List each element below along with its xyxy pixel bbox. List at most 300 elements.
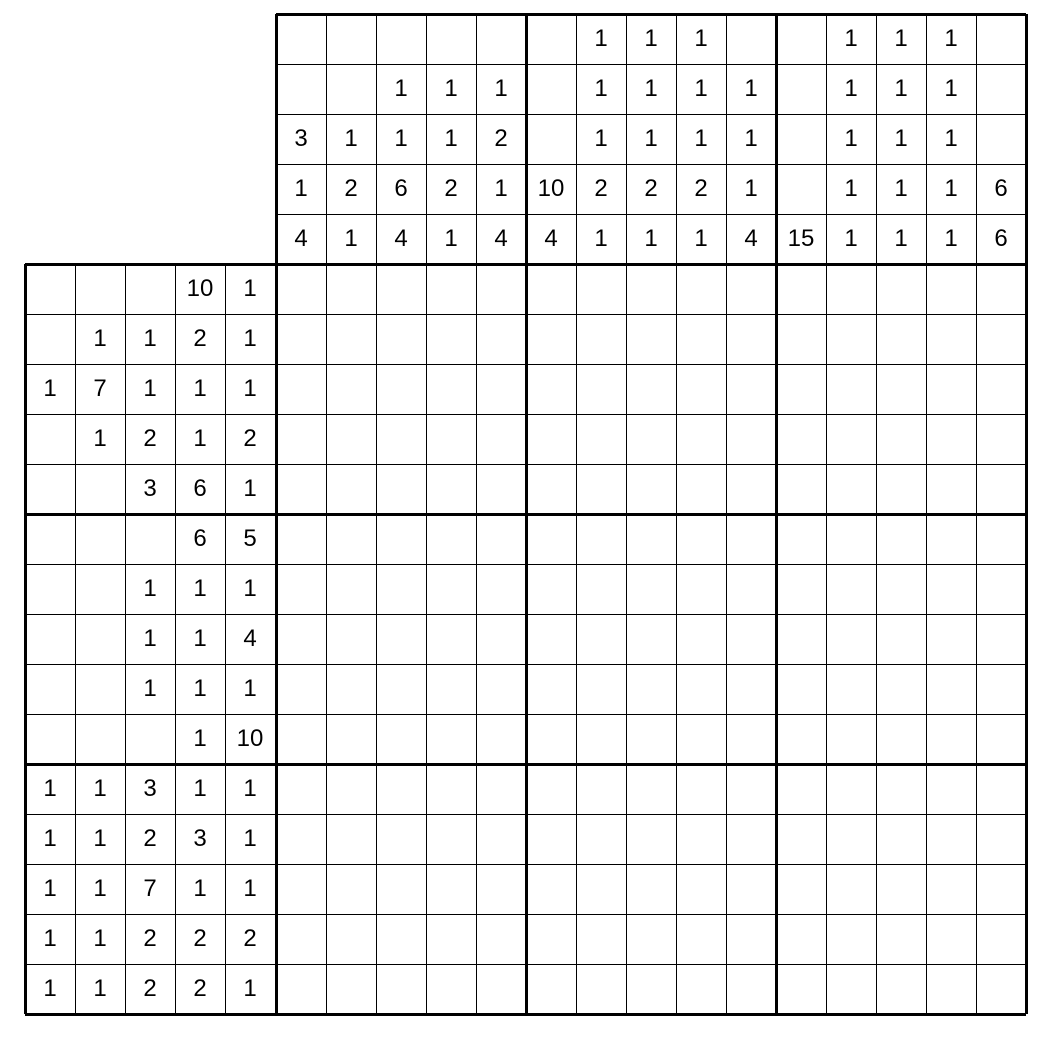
column-clue: 4 <box>376 214 426 264</box>
grid-cell[interactable] <box>576 964 626 1014</box>
column-clue-empty <box>526 64 576 114</box>
grid-cell[interactable] <box>576 614 626 664</box>
column-clue: 1 <box>626 64 676 114</box>
grid-cell[interactable] <box>876 764 926 814</box>
grid-cell[interactable] <box>476 614 526 664</box>
grid-cell[interactable] <box>826 564 876 614</box>
grid-cell[interactable] <box>276 964 326 1014</box>
grid-cell[interactable] <box>926 264 976 314</box>
grid-cell[interactable] <box>676 864 726 914</box>
grid-cell[interactable] <box>326 364 376 414</box>
grid-cell[interactable] <box>676 664 726 714</box>
grid-cell[interactable] <box>876 814 926 864</box>
grid-cell[interactable] <box>626 464 676 514</box>
grid-cell[interactable] <box>276 464 326 514</box>
grid-cell[interactable] <box>426 714 476 764</box>
grid-cell[interactable] <box>876 664 926 714</box>
row-clue: 1 <box>75 764 125 814</box>
grid-cell[interactable] <box>426 264 476 314</box>
grid-cell[interactable] <box>876 414 926 464</box>
grid-cell[interactable] <box>926 714 976 764</box>
grid-cell[interactable] <box>926 414 976 464</box>
grid-line <box>376 264 377 1014</box>
grid-cell[interactable] <box>576 514 626 564</box>
column-clue-divider <box>676 14 677 264</box>
grid-cell[interactable] <box>876 914 926 964</box>
column-clue-empty <box>376 14 426 64</box>
row-clue: 2 <box>225 414 275 464</box>
grid-cell[interactable] <box>776 364 826 414</box>
row-clue-empty <box>75 564 125 614</box>
grid-cell[interactable] <box>876 864 926 914</box>
grid-cell[interactable] <box>826 864 876 914</box>
column-clue-divider <box>1025 14 1028 264</box>
column-clue-empty <box>426 14 476 64</box>
grid-cell[interactable] <box>426 514 476 564</box>
grid-cell[interactable] <box>926 314 976 364</box>
grid-cell[interactable] <box>426 314 476 364</box>
grid-cell[interactable] <box>976 414 1026 464</box>
row-clue: 1 <box>175 414 225 464</box>
grid-cell[interactable] <box>776 964 826 1014</box>
grid-cell[interactable] <box>926 914 976 964</box>
row-clue-empty <box>25 564 75 614</box>
grid-cell[interactable] <box>376 964 426 1014</box>
grid-cell[interactable] <box>376 864 426 914</box>
grid-cell[interactable] <box>676 414 726 464</box>
grid-cell[interactable] <box>776 264 826 314</box>
grid-cell[interactable] <box>726 464 776 514</box>
grid-cell[interactable] <box>526 514 576 564</box>
grid-cell[interactable] <box>676 314 726 364</box>
grid-cell[interactable] <box>676 764 726 814</box>
grid-cell[interactable] <box>326 564 376 614</box>
grid-cell[interactable] <box>626 614 676 664</box>
grid-cell[interactable] <box>876 264 926 314</box>
grid-cell[interactable] <box>626 564 676 614</box>
grid-cell[interactable] <box>576 414 626 464</box>
column-clue: 1 <box>826 14 876 64</box>
row-clue: 1 <box>225 564 275 614</box>
grid-cell[interactable] <box>826 914 876 964</box>
grid-cell[interactable] <box>576 264 626 314</box>
grid-cell[interactable] <box>726 714 776 764</box>
grid-cell[interactable] <box>776 764 826 814</box>
grid-cell[interactable] <box>426 914 476 964</box>
grid-cell[interactable] <box>676 514 726 564</box>
grid-cell[interactable] <box>776 314 826 364</box>
row-clue-divider <box>25 464 276 465</box>
grid-cell[interactable] <box>326 664 376 714</box>
grid-cell[interactable] <box>726 614 776 664</box>
grid-cell[interactable] <box>626 714 676 764</box>
grid-cell[interactable] <box>276 414 326 464</box>
row-clue-divider <box>175 264 176 1014</box>
grid-cell[interactable] <box>926 864 976 914</box>
row-clue: 1 <box>225 764 275 814</box>
column-clue: 1 <box>876 114 926 164</box>
column-clue: 1 <box>576 14 626 64</box>
grid-cell[interactable] <box>626 364 676 414</box>
grid-cell[interactable] <box>326 614 376 664</box>
grid-cell[interactable] <box>926 364 976 414</box>
grid-line <box>276 414 1026 415</box>
column-clue: 1 <box>826 64 876 114</box>
grid-cell[interactable] <box>326 864 376 914</box>
grid-cell[interactable] <box>676 914 726 964</box>
grid-cell[interactable] <box>776 514 826 564</box>
grid-cell[interactable] <box>626 664 676 714</box>
grid-cell[interactable] <box>576 764 626 814</box>
column-clue: 1 <box>876 164 926 214</box>
grid-cell[interactable] <box>976 364 1026 414</box>
grid-cell[interactable] <box>826 964 876 1014</box>
grid-cell[interactable] <box>726 264 776 314</box>
grid-cell[interactable] <box>826 514 876 564</box>
column-clue-divider <box>276 164 1026 165</box>
grid-cell[interactable] <box>476 714 526 764</box>
grid-cell[interactable] <box>976 764 1026 814</box>
row-clue: 10 <box>225 714 275 764</box>
grid-cell[interactable] <box>626 814 676 864</box>
grid-cell[interactable] <box>826 264 876 314</box>
grid-cell[interactable] <box>726 564 776 614</box>
grid-cell[interactable] <box>426 464 476 514</box>
grid-cell[interactable] <box>526 714 576 764</box>
grid-cell[interactable] <box>926 514 976 564</box>
grid-cell[interactable] <box>376 814 426 864</box>
row-clue-empty <box>25 514 75 564</box>
grid-cell[interactable] <box>626 914 676 964</box>
grid-cell[interactable] <box>926 764 976 814</box>
row-clue-empty <box>75 264 125 314</box>
grid-cell[interactable] <box>976 864 1026 914</box>
grid-cell[interactable] <box>776 664 826 714</box>
column-clue: 2 <box>676 164 726 214</box>
grid-cell[interactable] <box>526 414 576 464</box>
grid-cell[interactable] <box>776 864 826 914</box>
grid-cell[interactable] <box>526 914 576 964</box>
grid-cell[interactable] <box>876 514 926 564</box>
grid-cell[interactable] <box>976 614 1026 664</box>
grid-cell[interactable] <box>576 364 626 414</box>
grid-cell[interactable] <box>276 614 326 664</box>
grid-cell[interactable] <box>376 764 426 814</box>
grid-cell[interactable] <box>776 614 826 664</box>
grid-cell[interactable] <box>376 914 426 964</box>
grid-cell[interactable] <box>426 814 476 864</box>
grid-cell[interactable] <box>976 264 1026 314</box>
column-clue: 6 <box>376 164 426 214</box>
grid-line <box>276 664 1026 665</box>
grid-cell[interactable] <box>376 564 426 614</box>
row-clue: 2 <box>175 964 225 1014</box>
grid-cell[interactable] <box>826 414 876 464</box>
row-clue-divider <box>25 1013 276 1016</box>
grid-cell[interactable] <box>726 864 776 914</box>
grid-cell[interactable] <box>626 964 676 1014</box>
grid-cell[interactable] <box>476 314 526 364</box>
grid-cell[interactable] <box>676 564 726 614</box>
grid-cell[interactable] <box>326 914 376 964</box>
grid-cell[interactable] <box>476 514 526 564</box>
grid-cell[interactable] <box>826 814 876 864</box>
column-clue-empty <box>276 64 326 114</box>
grid-line <box>276 364 1026 365</box>
grid-cell[interactable] <box>376 714 426 764</box>
grid-cell[interactable] <box>526 864 576 914</box>
grid-cell[interactable] <box>526 364 576 414</box>
grid-cell[interactable] <box>526 564 576 614</box>
grid-cell[interactable] <box>526 764 576 814</box>
grid-cell[interactable] <box>326 964 376 1014</box>
grid-cell[interactable] <box>976 914 1026 964</box>
grid-cell[interactable] <box>726 664 776 714</box>
grid-cell[interactable] <box>476 764 526 814</box>
row-clue: 1 <box>225 964 275 1014</box>
grid-cell[interactable] <box>426 864 476 914</box>
grid-cell[interactable] <box>726 764 776 814</box>
grid-cell[interactable] <box>826 614 876 664</box>
grid-cell[interactable] <box>726 414 776 464</box>
grid-line <box>276 263 1026 266</box>
row-clue: 5 <box>225 514 275 564</box>
grid-cell[interactable] <box>876 464 926 514</box>
grid-cell[interactable] <box>576 564 626 614</box>
row-clue: 1 <box>75 814 125 864</box>
column-clue-divider <box>826 14 827 264</box>
grid-cell[interactable] <box>776 814 826 864</box>
grid-cell[interactable] <box>326 814 376 864</box>
grid-cell[interactable] <box>926 464 976 514</box>
grid-cell[interactable] <box>276 364 326 414</box>
row-clue-divider <box>25 714 276 715</box>
grid-cell[interactable] <box>676 814 726 864</box>
grid-cell[interactable] <box>826 664 876 714</box>
grid-cell[interactable] <box>576 914 626 964</box>
grid-cell[interactable] <box>826 464 876 514</box>
column-clue-empty <box>526 114 576 164</box>
grid-cell[interactable] <box>676 464 726 514</box>
column-clue: 1 <box>876 214 926 264</box>
grid-cell[interactable] <box>676 614 726 664</box>
grid-cell[interactable] <box>776 464 826 514</box>
row-clue: 2 <box>225 914 275 964</box>
grid-cell[interactable] <box>776 414 826 464</box>
grid-cell[interactable] <box>926 814 976 864</box>
grid-cell[interactable] <box>626 414 676 464</box>
grid-cell[interactable] <box>976 964 1026 1014</box>
grid-cell[interactable] <box>626 314 676 364</box>
grid-cell[interactable] <box>426 414 476 464</box>
grid-cell[interactable] <box>376 414 426 464</box>
grid-cell[interactable] <box>676 964 726 1014</box>
grid-cell[interactable] <box>976 714 1026 764</box>
grid-cell[interactable] <box>976 464 1026 514</box>
column-clue: 1 <box>676 14 726 64</box>
grid-cell[interactable] <box>476 414 526 464</box>
grid-cell[interactable] <box>576 664 626 714</box>
column-clue-empty <box>976 64 1026 114</box>
grid-cell[interactable] <box>726 514 776 564</box>
grid-cell[interactable] <box>926 614 976 664</box>
grid-cell[interactable] <box>876 714 926 764</box>
grid-line <box>426 264 427 1014</box>
grid-cell[interactable] <box>276 914 326 964</box>
grid-cell[interactable] <box>376 514 426 564</box>
grid-cell[interactable] <box>476 564 526 614</box>
grid-cell[interactable] <box>826 714 876 764</box>
grid-cell[interactable] <box>826 314 876 364</box>
grid-cell[interactable] <box>576 864 626 914</box>
grid-cell[interactable] <box>376 314 426 364</box>
grid-cell[interactable] <box>626 764 676 814</box>
grid-cell[interactable] <box>526 264 576 314</box>
column-clue-divider <box>276 114 1026 115</box>
grid-cell[interactable] <box>376 364 426 414</box>
grid-cell[interactable] <box>626 864 676 914</box>
grid-cell[interactable] <box>576 814 626 864</box>
grid-cell[interactable] <box>576 464 626 514</box>
grid-cell[interactable] <box>426 564 476 614</box>
column-clue-divider <box>576 14 577 264</box>
grid-cell[interactable] <box>476 914 526 964</box>
grid-cell[interactable] <box>376 464 426 514</box>
grid-cell[interactable] <box>276 864 326 914</box>
grid-cell[interactable] <box>526 614 576 664</box>
grid-cell[interactable] <box>976 664 1026 714</box>
grid-line <box>276 763 1026 766</box>
row-clue: 1 <box>25 964 75 1014</box>
grid-cell[interactable] <box>276 514 326 564</box>
grid-cell[interactable] <box>276 314 326 364</box>
grid-cell[interactable] <box>726 364 776 414</box>
grid-cell[interactable] <box>276 764 326 814</box>
column-clue: 1 <box>926 64 976 114</box>
grid-cell[interactable] <box>876 314 926 364</box>
row-clue: 1 <box>175 364 225 414</box>
grid-cell[interactable] <box>426 764 476 814</box>
grid-cell[interactable] <box>976 564 1026 614</box>
grid-cell[interactable] <box>676 714 726 764</box>
grid-cell[interactable] <box>526 664 576 714</box>
column-clue: 1 <box>926 114 976 164</box>
grid-cell[interactable] <box>726 814 776 864</box>
grid-cell[interactable] <box>776 564 826 614</box>
grid-cell[interactable] <box>376 264 426 314</box>
column-clue: 4 <box>526 214 576 264</box>
grid-cell[interactable] <box>276 564 326 614</box>
column-clue: 1 <box>676 64 726 114</box>
grid-cell[interactable] <box>426 364 476 414</box>
grid-cell[interactable] <box>926 664 976 714</box>
column-clue: 1 <box>576 214 626 264</box>
row-clue: 1 <box>75 864 125 914</box>
row-clue-empty <box>75 464 125 514</box>
grid-line <box>476 264 477 1014</box>
column-clue: 2 <box>476 114 526 164</box>
grid-cell[interactable] <box>576 714 626 764</box>
grid-cell[interactable] <box>926 964 976 1014</box>
column-clue-divider <box>275 14 278 264</box>
column-clue: 1 <box>326 114 376 164</box>
grid-cell[interactable] <box>726 914 776 964</box>
grid-cell[interactable] <box>976 314 1026 364</box>
grid-cell[interactable] <box>876 364 926 414</box>
grid-cell[interactable] <box>326 414 376 464</box>
grid-cell[interactable] <box>776 914 826 964</box>
grid-cell[interactable] <box>526 314 576 364</box>
grid-cell[interactable] <box>826 364 876 414</box>
grid-cell[interactable] <box>276 264 326 314</box>
grid-cell[interactable] <box>826 764 876 814</box>
column-clue: 6 <box>976 214 1026 264</box>
row-clue: 1 <box>75 314 125 364</box>
grid-cell[interactable] <box>526 814 576 864</box>
grid-cell[interactable] <box>526 964 576 1014</box>
row-clue: 1 <box>175 714 225 764</box>
grid-cell[interactable] <box>676 364 726 414</box>
grid-line <box>276 914 1026 915</box>
grid-cell[interactable] <box>426 614 476 664</box>
grid-cell[interactable] <box>476 964 526 1014</box>
grid-cell[interactable] <box>726 314 776 364</box>
grid-cell[interactable] <box>476 464 526 514</box>
row-clue: 1 <box>225 464 275 514</box>
grid-cell[interactable] <box>326 264 376 314</box>
row-clue: 4 <box>225 614 275 664</box>
grid-cell[interactable] <box>776 714 826 764</box>
column-clue: 1 <box>676 114 726 164</box>
grid-cell[interactable] <box>626 264 676 314</box>
grid-cell[interactable] <box>476 864 526 914</box>
grid-cell[interactable] <box>276 664 326 714</box>
grid-cell[interactable] <box>926 564 976 614</box>
grid-cell[interactable] <box>976 814 1026 864</box>
grid-cell[interactable] <box>476 264 526 314</box>
grid-cell[interactable] <box>326 514 376 564</box>
grid-cell[interactable] <box>426 664 476 714</box>
grid-cell[interactable] <box>326 714 376 764</box>
grid-cell[interactable] <box>276 814 326 864</box>
grid-cell[interactable] <box>326 314 376 364</box>
grid-cell[interactable] <box>976 514 1026 564</box>
grid-cell[interactable] <box>426 964 476 1014</box>
row-clue: 1 <box>225 664 275 714</box>
grid-cell[interactable] <box>376 614 426 664</box>
grid-cell[interactable] <box>576 314 626 364</box>
grid-cell[interactable] <box>376 664 426 714</box>
column-clue-divider <box>426 14 427 264</box>
grid-cell[interactable] <box>476 664 526 714</box>
grid-line <box>1025 264 1028 1014</box>
grid-cell[interactable] <box>626 514 676 564</box>
grid-cell[interactable] <box>876 614 926 664</box>
column-clue-empty <box>776 64 826 114</box>
grid-cell[interactable] <box>476 814 526 864</box>
grid-cell[interactable] <box>676 264 726 314</box>
grid-cell[interactable] <box>326 764 376 814</box>
grid-cell[interactable] <box>876 964 926 1014</box>
grid-cell[interactable] <box>326 464 376 514</box>
grid-cell[interactable] <box>476 364 526 414</box>
row-clue: 1 <box>175 614 225 664</box>
grid-cell[interactable] <box>876 564 926 614</box>
grid-cell[interactable] <box>726 964 776 1014</box>
grid-cell[interactable] <box>526 464 576 514</box>
grid-cell[interactable] <box>276 714 326 764</box>
row-clue: 1 <box>225 314 275 364</box>
